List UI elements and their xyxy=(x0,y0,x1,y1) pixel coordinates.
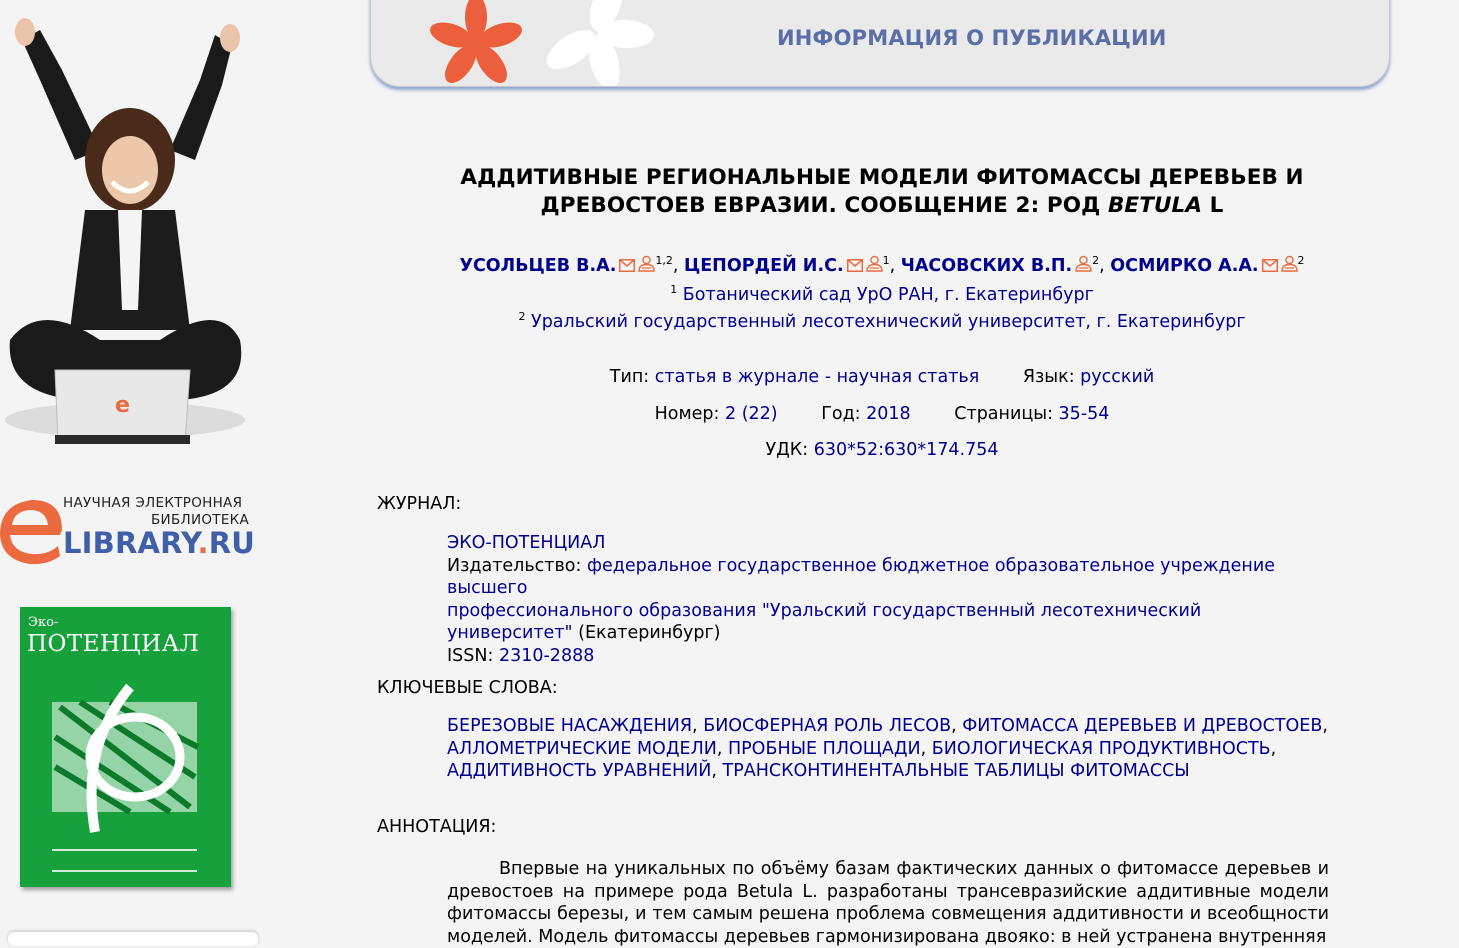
journal-section-label: ЖУРНАЛ: xyxy=(377,494,462,514)
journal-cover[interactable] xyxy=(20,607,231,887)
author-separator: , xyxy=(672,255,684,276)
keyword-separator: , xyxy=(716,738,728,759)
keyword-link[interactable]: ПРОБНЫЕ ПЛОЩАДИ xyxy=(727,738,921,759)
author-email-icon[interactable] xyxy=(619,257,635,277)
year-value[interactable]: 2018 xyxy=(866,404,911,424)
elibrary-line2: БИБЛИОТЕКА xyxy=(151,512,250,528)
elibrary-e-icon xyxy=(0,490,70,570)
affiliation-1 xyxy=(372,283,1392,305)
left-sidebar xyxy=(0,0,270,941)
author-separator: , xyxy=(889,255,901,276)
issue-value[interactable]: 2 (22) xyxy=(725,404,778,424)
publication-title xyxy=(372,164,1392,220)
elibrary-brand-main: LIBRARY xyxy=(63,526,198,560)
title-line1: АДДИТИВНЫЕ РЕГИОНАЛЬНЫЕ МОДЕЛИ ФИТОМАССЫ ДЕРЕВЬЕВ И xyxy=(460,165,1304,190)
sidebar-bottom-panel xyxy=(8,932,258,946)
language-label: Язык: xyxy=(1022,367,1075,387)
annotation-text: Впервые на уникальных по объёму базам фактических данных о фитомассе деревьев и древостоев на примере рода Betula L. разработаны трансевразийские аддитивные модели фитомассы березы, и тем самым решена проблема совмещения аддитивности и всеобщности моделей. Модель фитомассы деревьев гармонизирована двояко: в ней устранена внутренняя xyxy=(447,859,1329,947)
title-line2 xyxy=(372,192,1392,220)
journal-block xyxy=(447,532,1297,667)
journal-name-link[interactable]: ЭКО-ПОТЕНЦИАЛ xyxy=(447,533,606,553)
author-affiliation-number: 1 xyxy=(882,254,890,267)
author-link[interactable]: ОСМИРКО А.А. xyxy=(1110,255,1259,276)
hero-illustration xyxy=(0,10,260,450)
affiliation-1-num: 1 xyxy=(670,283,678,296)
keyword-separator: , xyxy=(951,716,963,736)
affiliation-2-link[interactable]: Уральский государственный лесотехнический университет, г. Екатеринбург xyxy=(531,311,1246,332)
keyword-link[interactable]: БЕРЕЗОВЫЕ НАСАЖДЕНИЯ xyxy=(447,716,693,736)
issn-label: ISSN: xyxy=(447,645,494,666)
keyword-link[interactable]: БИОСФЕРНАЯ РОЛЬ ЛЕСОВ xyxy=(703,716,952,736)
author-link[interactable]: ЧАСОВСКИХ В.П. xyxy=(900,255,1073,276)
meta-udk xyxy=(372,440,1392,460)
keyword-separator: , xyxy=(692,716,704,736)
keywords-block xyxy=(447,715,1347,783)
udk-label: УДК: xyxy=(765,440,809,460)
keywords-line2 xyxy=(447,738,1347,761)
author-profile-icon[interactable] xyxy=(866,255,883,277)
keyword-separator: , xyxy=(711,761,723,781)
publisher-link-line3[interactable]: университет" xyxy=(447,623,573,643)
author-email-icon[interactable] xyxy=(847,257,863,277)
elibrary-brand xyxy=(63,526,255,560)
title-line2-suffix: L xyxy=(1202,193,1224,218)
type-value[interactable]: статья в журнале - научная статья xyxy=(654,367,980,387)
author-separator: , xyxy=(1099,255,1111,276)
author-profile-icon[interactable] xyxy=(1281,255,1298,277)
language-value[interactable]: русский xyxy=(1080,367,1155,387)
publisher-link-line2[interactable]: профессионального образования "Уральский государственный лесотехнический xyxy=(447,600,1202,621)
page-header-title: ИНФОРМАЦИЯ О ПУБЛИКАЦИИ xyxy=(777,26,1167,50)
keyword-link[interactable]: БИОЛОГИЧЕСКАЯ ПРОДУКТИВНОСТЬ xyxy=(931,738,1271,759)
elibrary-logo[interactable] xyxy=(0,490,262,570)
cover-title-line2: ПОТЕНЦИАЛ xyxy=(27,631,200,657)
keywords-section-label: КЛЮЧЕВЫЕ СЛОВА: xyxy=(377,678,558,698)
author-link[interactable]: ЦЕПОРДЕЙ И.С. xyxy=(683,255,844,276)
keyword-link[interactable]: ФИТОМАССА ДЕРЕВЬЕВ И ДРЕВОСТОЕВ xyxy=(962,716,1323,736)
keyword-separator: , xyxy=(1322,716,1328,736)
flower-decoration-icon xyxy=(371,0,671,87)
issn-value[interactable]: 2310-2888 xyxy=(498,645,595,666)
pages-value[interactable]: 35-54 xyxy=(1058,404,1110,424)
cover-title-line1: Эко- xyxy=(28,615,59,630)
meta-type-language xyxy=(372,367,1392,387)
elibrary-line1: НАУЧНАЯ ЭЛЕКТРОННАЯ xyxy=(63,495,243,511)
author-profile-icon[interactable] xyxy=(1075,255,1092,277)
author-email-icon[interactable] xyxy=(1262,257,1278,277)
udk-value[interactable]: 630*52:630*174.754 xyxy=(813,440,999,460)
author-profile-icon[interactable] xyxy=(638,255,655,277)
keywords-line3 xyxy=(447,760,1347,783)
keyword-link[interactable]: АДДИТИВНОСТЬ УРАВНЕНИЙ xyxy=(447,761,712,781)
elibrary-brand-dot: . xyxy=(197,526,209,560)
affiliation-2-num: 2 xyxy=(518,310,526,323)
cover-phi-emblem xyxy=(20,607,231,887)
type-label: Тип: xyxy=(609,367,650,387)
author-affiliation-number: 2 xyxy=(1297,254,1305,267)
keyword-separator: , xyxy=(1270,738,1277,759)
affiliation-2 xyxy=(372,310,1392,332)
header-banner xyxy=(370,0,1390,87)
author-list xyxy=(372,254,1392,277)
keyword-link[interactable]: АЛЛОМЕТРИЧЕСКИЕ МОДЕЛИ xyxy=(447,738,717,759)
annotation-section-label: АННОТАЦИЯ: xyxy=(377,817,497,837)
elibrary-brand-tld: RU xyxy=(208,526,255,560)
title-line2-prefix: ДРЕВОСТОЕВ ЕВРАЗИИ. СООБЩЕНИЕ 2: РОД xyxy=(540,193,1108,218)
affiliation-1-link[interactable]: Ботанический сад УрО РАН, г. Екатеринбург xyxy=(682,284,1094,305)
author-affiliation-number: 1,2 xyxy=(655,254,673,267)
svg-text:e: e xyxy=(115,393,130,418)
publisher-label: Издательство: xyxy=(447,555,582,576)
title-genus: BETULA xyxy=(1107,193,1203,218)
keywords-line1 xyxy=(447,715,1347,738)
keyword-link[interactable]: ТРАНСКОНТИНЕНТАЛЬНЫЕ ТАБЛИЦЫ ФИТОМАССЫ xyxy=(722,761,1190,781)
keyword-separator: , xyxy=(920,738,932,759)
publisher-city: (Екатеринбург) xyxy=(572,623,721,643)
issue-label: Номер: xyxy=(654,404,720,424)
publisher-link-line1[interactable]: федеральное государственное бюджетное образовательное учреждение высшего xyxy=(447,555,1275,598)
author-affiliation-number: 2 xyxy=(1092,254,1100,267)
author-link[interactable]: УСОЛЬЦЕВ В.А. xyxy=(459,255,617,276)
meta-issue-year-pages xyxy=(372,404,1392,424)
pages-label: Страницы: xyxy=(954,404,1053,424)
year-label: Год: xyxy=(821,404,861,424)
